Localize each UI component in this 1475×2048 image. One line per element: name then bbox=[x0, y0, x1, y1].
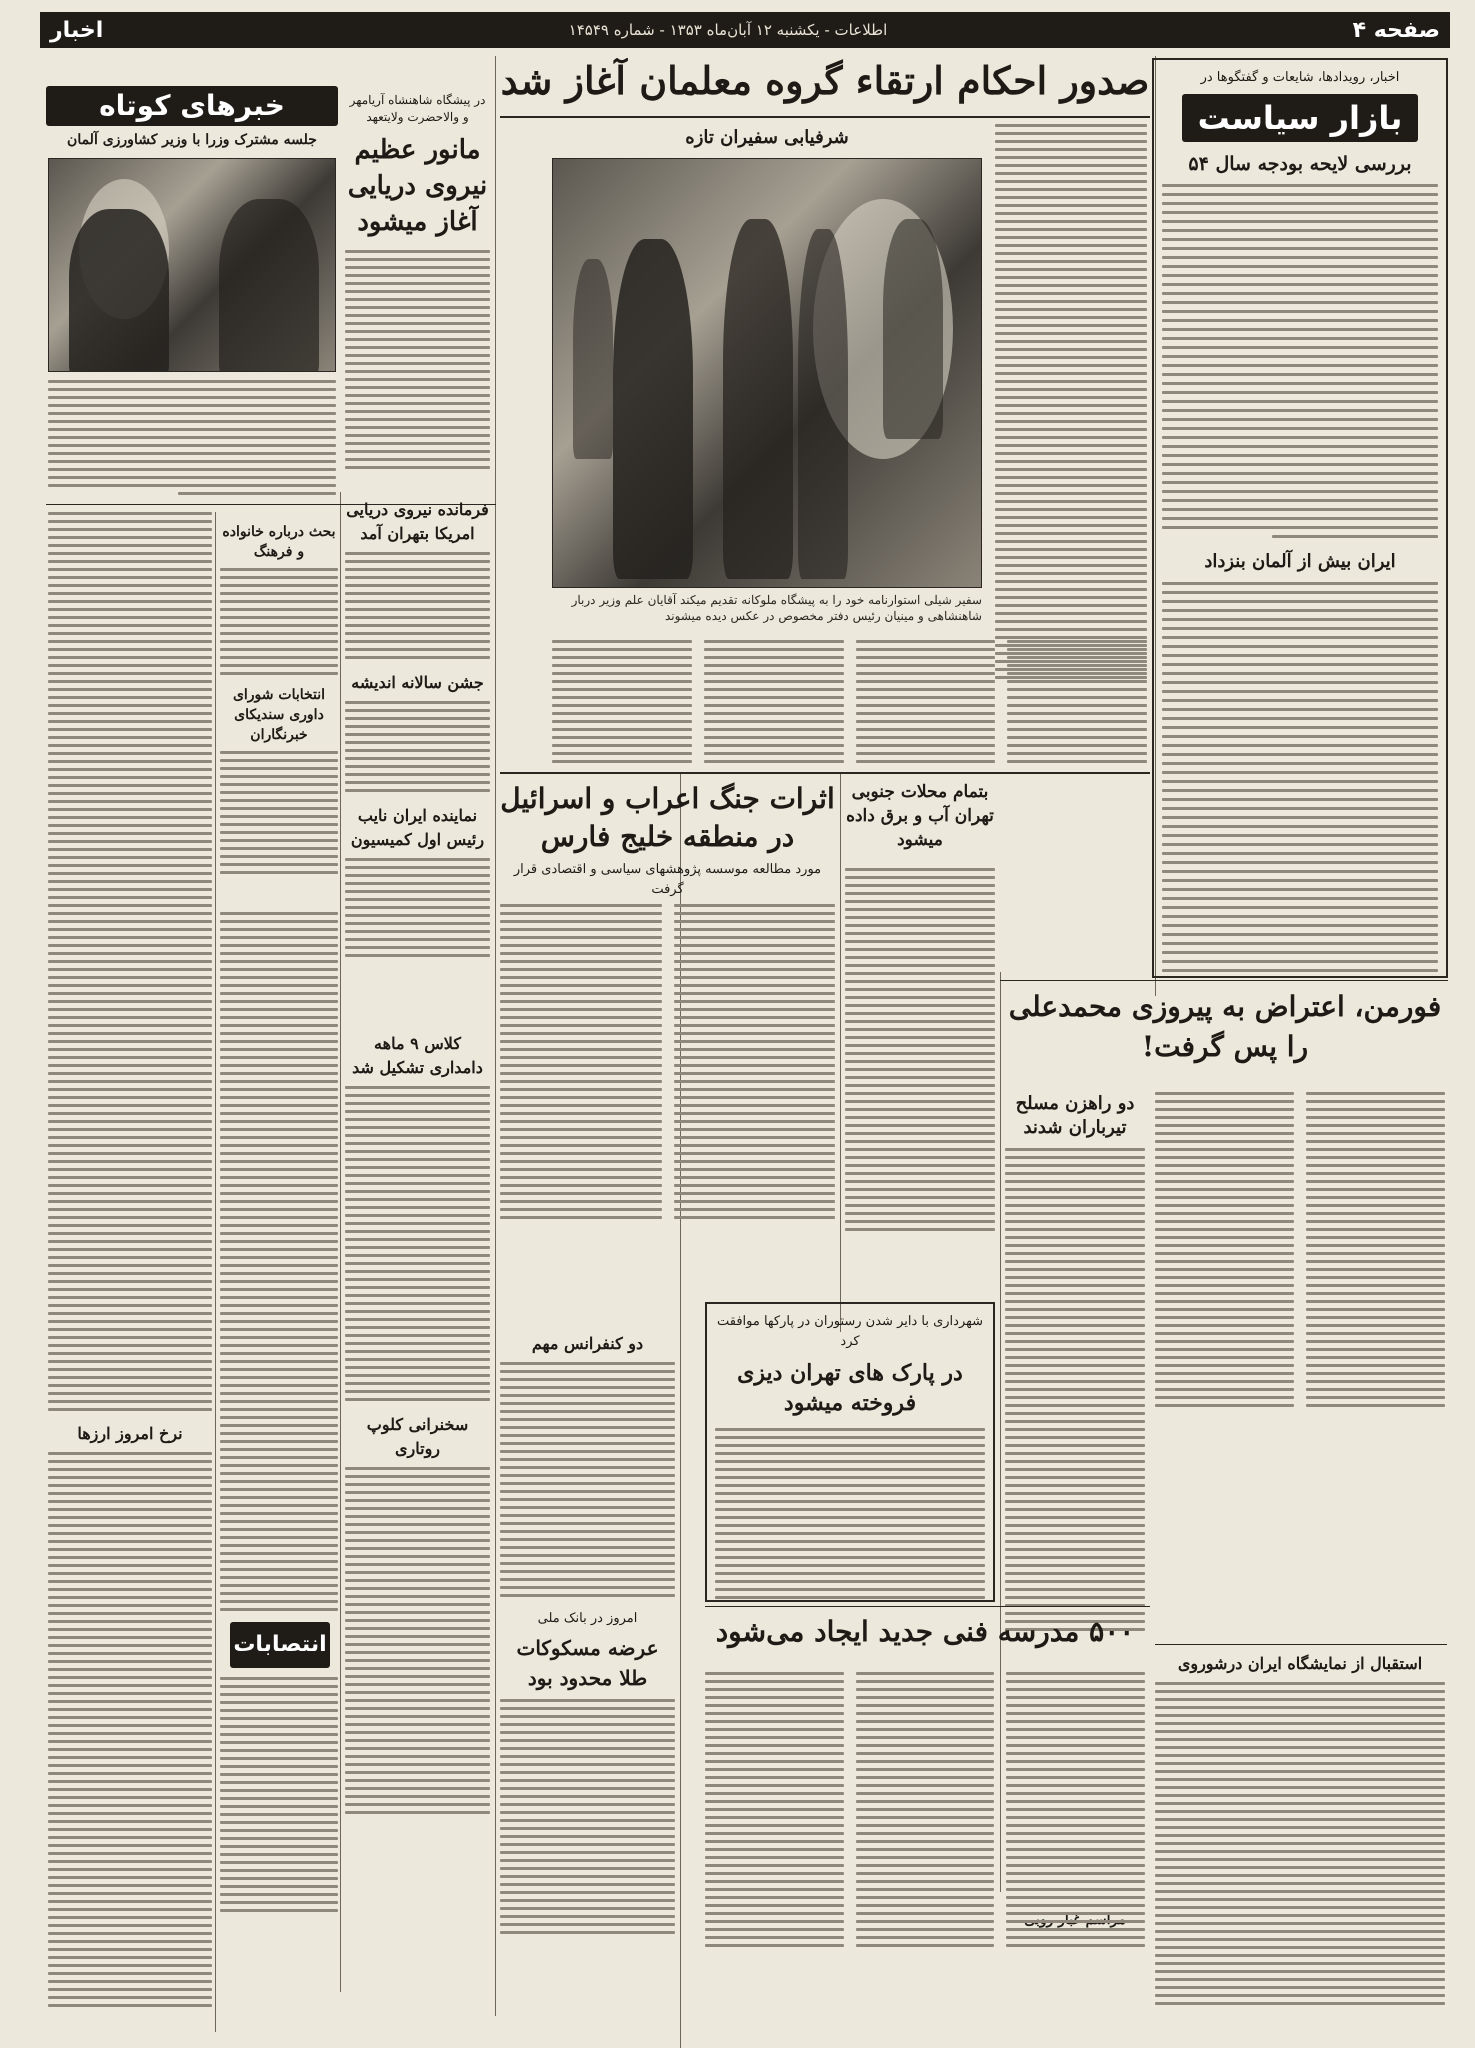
elections-badge: انتصابات bbox=[230, 1622, 330, 1668]
teachers-story-text bbox=[995, 124, 1147, 694]
brief-subtitle: جلسه مشترک وزرا با وزیر کشاورزی آلمان bbox=[67, 132, 317, 148]
elections-badge-block bbox=[230, 1622, 330, 1668]
children-headline: جشن سالانه اندیشه bbox=[351, 673, 484, 692]
elections-text bbox=[220, 1677, 338, 2037]
column-rule bbox=[215, 512, 216, 2032]
south-tehran-headline-block bbox=[845, 780, 995, 860]
arab-israel-text bbox=[500, 904, 835, 1324]
germany-headline: ایران بیش از آلمان بنزداد bbox=[1204, 551, 1396, 572]
page-number: صفحه ۴ bbox=[1352, 17, 1440, 43]
exhibition-story bbox=[1155, 1652, 1445, 2048]
photo-caption-block bbox=[552, 592, 982, 634]
ambassadors-photo bbox=[552, 158, 982, 588]
brief-title-block bbox=[46, 86, 338, 126]
nomination-headline: نماینده ایران نایب رئیس اول کمیسیون bbox=[350, 806, 485, 849]
commander-story bbox=[345, 498, 490, 1018]
robbers-story bbox=[1005, 1092, 1145, 1632]
photo-caption: سفیر شیلی استوارنامه خود را به پیشگاه ملوکانه تقدیم میکند آقایان علم وزیر دربار شاهنشاهی و مینیان رئیس دفتر مخصوص در عکس دیده میشوند bbox=[571, 593, 982, 623]
bazaar-title: بازار سیاست bbox=[1182, 94, 1418, 142]
navy-story bbox=[345, 92, 490, 492]
schools-headline-block bbox=[705, 1612, 1145, 1662]
tribes-story bbox=[220, 522, 338, 902]
bazaar-kicker: اخبار، رویدادها، شایعات و گفتگوها در bbox=[1200, 70, 1400, 85]
foreman-text bbox=[1155, 1092, 1445, 1512]
budget-text bbox=[1162, 184, 1438, 538]
brief-subtitle-block bbox=[46, 130, 338, 154]
mid-left-text bbox=[220, 912, 338, 1612]
parks-story-box bbox=[705, 1302, 995, 1602]
robbers-headline: دو راهزن مسلح تیرباران شدند bbox=[1015, 1093, 1135, 1138]
foreman-headline: فورمن، اعتراض به پیروزی محمدعلی را پس گرفت! bbox=[1008, 990, 1442, 1063]
politics-bazaar-box bbox=[1152, 58, 1448, 978]
wages-headline: نرخ امروز ارزها bbox=[77, 1424, 183, 1443]
germany-text bbox=[1162, 582, 1438, 978]
divider bbox=[1155, 1644, 1447, 1645]
arab-israel-headline: اثرات جنگ اعراب و اسرائیل در منطقه خلیج فارس bbox=[500, 782, 835, 853]
column-rule bbox=[840, 772, 841, 1332]
main-headline: صدور احکام ارتقاء گروه معلمان آغاز شد bbox=[500, 58, 1150, 103]
coins-kicker: امروز در بانک ملی bbox=[537, 1611, 638, 1626]
foreman-headline-block bbox=[1005, 987, 1445, 1087]
arab-israel-headline-block bbox=[500, 780, 835, 898]
page-header bbox=[40, 12, 1450, 48]
schools-text bbox=[705, 1672, 1145, 2042]
ministers-photo bbox=[48, 158, 336, 372]
navy-kicker: در پیشگاه شاهنشاه آریامهر و والاحضرت ولایتعهد bbox=[349, 93, 486, 124]
divider bbox=[500, 772, 1150, 774]
column-rule bbox=[495, 56, 496, 2016]
divider bbox=[1000, 980, 1448, 981]
main-headline-block bbox=[500, 58, 1150, 114]
schools-headline: ۵۰۰ مدرسه فنی جدید ایجاد می‌شود bbox=[715, 1615, 1135, 1648]
photo-title: شرفیابی سفیران تازه bbox=[685, 127, 849, 148]
dateline: اطلاعات - یکشنبه ۱۲ آبان‌ماه ۱۳۵۳ - شماره ۱۴۵۴۹ bbox=[568, 21, 888, 39]
conference-headline: دو کنفرانس مهم bbox=[531, 1334, 644, 1353]
brief-title: خبرهای کوتاه bbox=[46, 86, 338, 126]
photo-title-block bbox=[552, 126, 982, 156]
south-tehran-text bbox=[845, 868, 995, 1328]
navy-headline: مانور عظیم نیروی دریایی آغاز میشود bbox=[347, 135, 488, 237]
councils-headline: انتخابات شورای داوری سندیکای خبرنگاران bbox=[232, 687, 326, 743]
conference-story bbox=[500, 1332, 675, 2032]
arab-israel-kicker: مورد مطالعه موسسه پژوهشهای سیاسی و اقتصادی قرار گرفت bbox=[513, 862, 822, 897]
south-tehran-headline: بتمام محلات جنوبی تهران آب و برق داده میشود bbox=[846, 782, 994, 850]
left-briefs-column bbox=[48, 512, 212, 1412]
parks-headline: در پارک های تهران دیزی فروخته میشود bbox=[737, 1360, 963, 1416]
ambassadors-story-text bbox=[552, 640, 1147, 768]
divider bbox=[500, 116, 1150, 118]
budget-headline: بررسی لایحه بودجه سال ۵۴ bbox=[1188, 153, 1412, 175]
wages-story bbox=[48, 1422, 212, 2042]
exhibition-headline: استقبال از نمایشگاه ایران درشوروی bbox=[1177, 1654, 1423, 1673]
newspaper-page bbox=[40, 12, 1450, 2040]
section-name: اخبار bbox=[50, 17, 104, 43]
commander-headline: فرمانده نیروی دریایی امریکا بتهران آمد bbox=[346, 500, 489, 543]
ministers-story-text bbox=[48, 380, 336, 500]
tribes-headline: بحث درباره خانواده و فرهنگ bbox=[222, 524, 336, 560]
classes-story bbox=[345, 1032, 490, 2032]
club-headline: سخنرانی کلوپ روتاری bbox=[366, 1415, 469, 1458]
classes-headline: کلاس ۹ ماهه دامداری تشکیل شد bbox=[352, 1034, 483, 1077]
parks-kicker: شهرداری با دایر شدن رستوران در پارکها موافقت کرد bbox=[716, 1314, 984, 1349]
coins-headline: عرضه مسکوکات طلا محدود بود bbox=[516, 1636, 659, 1690]
divider bbox=[705, 1606, 1150, 1607]
column-rule bbox=[340, 492, 341, 1992]
